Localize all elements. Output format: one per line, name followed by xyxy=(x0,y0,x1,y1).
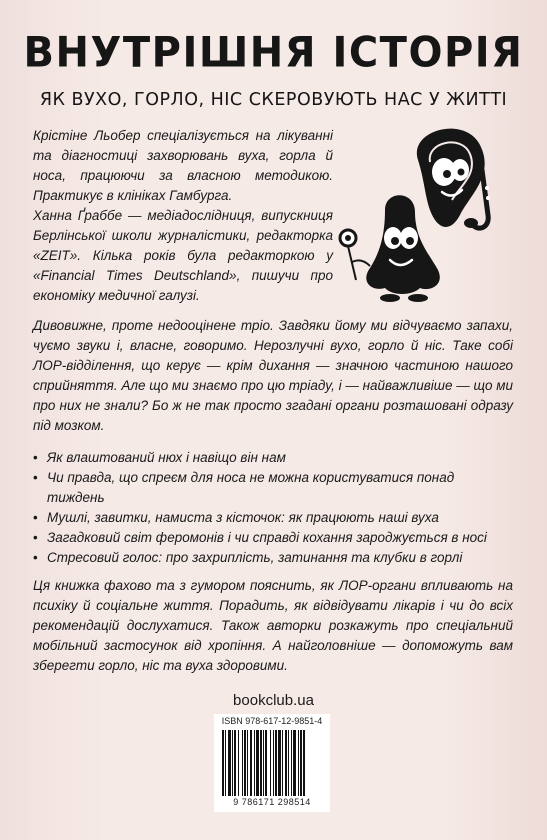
barcode-block xyxy=(214,714,330,812)
author-bio-lober: Крістіне Льобер спеціалізується на лікуванні та діагностиці захворювань вуха, горла й носа, працюючи за власною методикою. Практикує в клініках Гамбурга. xyxy=(33,128,333,203)
list-item: • Стресовий голос: про захриплість, затинання та клубки в горлі xyxy=(33,548,513,568)
isbn-label: ISBN 978-617-12-9851-4 xyxy=(221,716,323,726)
list-item: • Чи правда, що спреєм для носа не можна користуватися понад тиждень xyxy=(33,468,513,508)
ear-character-icon xyxy=(417,129,490,228)
book-subtitle: ЯК ВУХО, ГОРЛО, НІС СКЕРОВУЮТЬ НАС У ЖИТТІ xyxy=(39,90,508,110)
list-item: • Мушлі, завитки, намиста з кісточок: як працюють наші вуха xyxy=(33,508,513,528)
book-title: ВНУТРІШНЯ ІСТОРІЯ xyxy=(23,28,524,78)
barcode-icon xyxy=(220,730,324,796)
author-bio-grabbe: Ханна Ґраббе — медіадослідниця, випускниця Берлінської школи журналістики, редакторка «ZEIT». Кілька років була редакторкою у «Financial Times Deutschland», пишучи про економіку медичної галузі. xyxy=(33,208,333,303)
list-item: • Загадковий світ феромонів і чи справді кохання зароджується в носі xyxy=(33,528,513,548)
publisher-website: bookclub.ua xyxy=(233,692,314,709)
topics-list xyxy=(33,448,513,568)
nose-character-icon xyxy=(340,195,440,302)
list-item: • Як влаштований нюх і навіщо він нам xyxy=(33,448,513,468)
authors-bio xyxy=(33,126,333,306)
ear-nose-illustration xyxy=(330,120,510,310)
outro-paragraph: Ця книжка фахово та з гумором пояснить, як ЛОР-органи впливають на психіку й соціальне життя. Порадить, як відвідувати лікарів і чи до всіх рекомендацій дослухатися. Також авторки розкажуть про спеціальний мобільний застосунок від хропіння. А найголовніше — допоможуть вам зберегти горло, ніс та вуха здоровими. xyxy=(33,578,513,673)
intro-paragraph: Дивовижне, проте недооцінене тріо. Завдяки йому ми відчуваємо запахи, чуємо звуки і, власне, говоримо. Нерозлучні вухо, горло й ніс. Таке собі ЛОР-відділення, що керує — крім дихання — значною частиною нашого сприйняття. Але що ми знаємо про цю тріаду, і — найважливіше — що ми про них не знали? Бо ж не так просто згадані органи розташовані одразу під мозком. xyxy=(33,318,513,433)
barcode-digits: 9 786171 298514 xyxy=(233,797,311,807)
